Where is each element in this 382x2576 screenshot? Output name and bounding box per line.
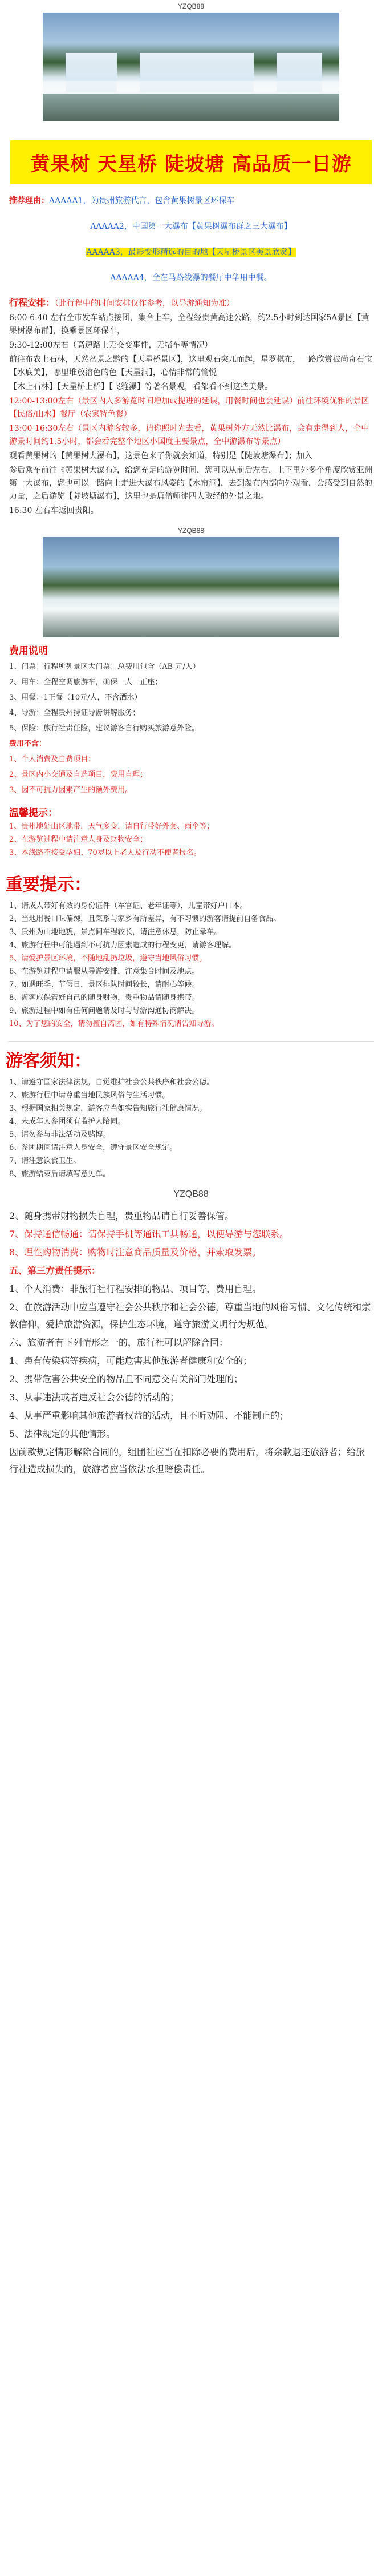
fee-excluded-item: 3、因不可抗力因素产生的额外费用。 bbox=[9, 786, 133, 794]
fee-excluded-item: 1、个人消费及自费项目； bbox=[9, 755, 96, 764]
notice-item: 8、旅游结束后请填写意见单。 bbox=[9, 1170, 111, 1178]
tour-title: 黄果树 天星桥 陡坡塘 高品质一日游 bbox=[10, 140, 372, 184]
fee-included-item: 3、用餐：1正餐（10元/人，不含酒水） bbox=[9, 693, 142, 702]
waterfall-banner-image bbox=[43, 13, 339, 121]
itinerary-line: 16:30 左右车返回贵阳。 bbox=[9, 506, 99, 515]
itinerary-line: 9:30-12:00左右（高速路上无交变事件，无堵车等情况） bbox=[9, 341, 213, 350]
fee-excluded-item: 2、景区内小交通及自选项目，费用自理； bbox=[9, 770, 148, 779]
bottom-item: 1、个人消费：非旅行社行程安排的物品、项目等，费用自理。 bbox=[9, 1283, 262, 1294]
important-item: 1、请成人带好有效的身份证件（军官证、老年证等），儿童带好户口本。 bbox=[9, 902, 247, 910]
divider bbox=[8, 1041, 374, 1042]
feature-label: 推荐理由： bbox=[9, 196, 49, 205]
notice-item: 4、未成年人参团须有监护人陪同。 bbox=[9, 1117, 125, 1126]
bottom-item: 5、法律规定的其他情形。 bbox=[9, 1428, 116, 1439]
bottom-item: 4、从事严重影响其他旅游者权益的活动，且不听劝阻、不能制止的； bbox=[9, 1410, 289, 1421]
watermark-top: YZQB88 bbox=[177, 2, 205, 10]
itinerary-line: 前往布农上石林，天然盆景之黔的【天星桥景区】，这里观石突兀而起，星罗棋布，一路欣赏被尚奇石宝【水底美】，哪里堆放溶色的色【天星洞】，心情非常的愉悦 bbox=[9, 355, 372, 377]
notice-item: 7、请注意饮食卫生。 bbox=[9, 1157, 81, 1165]
bottom-item: 2、随身携带财物损失自理，贵重物品请自行妥善保管。 bbox=[9, 1210, 234, 1221]
itinerary-note: （此行程中的时间安排仅作参考，以导游通知为准） bbox=[55, 299, 235, 308]
important-item: 5、请爱护景区环境，不随地乱扔垃圾，遵守当地风俗习惯。 bbox=[9, 954, 207, 963]
fee-section bbox=[0, 645, 382, 796]
itinerary-heading: 行程安排： bbox=[9, 297, 55, 308]
notice-item: 1、请遵守国家法律法规，自觉维护社会公共秩序和社会公德。 bbox=[9, 1078, 214, 1087]
itinerary-section bbox=[0, 296, 382, 518]
notice-item: 2、旅游行程中请尊重当地民族风俗与生活习惯。 bbox=[9, 1091, 170, 1100]
bottom-item: 六、旅游者有下列情形之一的，旅行社可以解除合同： bbox=[9, 1337, 229, 1348]
bottom-footer: 因前款规定情形解除合同的，组团社应当在扣除必要的费用后，将余款退还旅游者；给旅行社造成损失的，旅游者应当依法承担赔偿责任。 bbox=[9, 1447, 365, 1475]
tips-item: 2、在游览过程中请注意人身及财物安全； bbox=[9, 835, 148, 844]
important-item: 8、游客应保管好自己的随身财物，贵重物品请随身携带。 bbox=[9, 994, 200, 1002]
bottom-item: 五、第三方责任提示： bbox=[9, 1265, 101, 1276]
notice-item: 6、参团期间请注意人身安全，遵守景区安全规定。 bbox=[9, 1144, 177, 1152]
feature-item: AAAAA2，中国第一大瀑布【黄果树瀑布群之三大瀑布】 bbox=[90, 222, 292, 231]
notice-section bbox=[0, 1076, 382, 1180]
important-item: 6、在游览过程中请服从导游安排，注意集合时间及地点。 bbox=[9, 967, 200, 976]
important-item: 4、旅游行程中可能遇到不可抗力因素造成的行程变更，请游客理解。 bbox=[9, 941, 237, 950]
important-item: 10、为了您的安全，请勿擅自离团，如有特殊情况请告知导游。 bbox=[9, 1020, 219, 1028]
bottom-item: 2、携带危害公共安全的物品且不同意交有关部门处理的； bbox=[9, 1374, 243, 1384]
fee-included-item: 5、保险：旅行社责任险，建议游客自行购买旅游意外险。 bbox=[9, 724, 200, 733]
important-item: 2、当地用餐口味偏辣，且菜系与家乡有所差异，有不习惯的游客请提前自备食品。 bbox=[9, 915, 281, 923]
feature-section bbox=[0, 195, 382, 285]
notice-item: 3、根据国家相关规定，游客应当如实告知旅行社健康情况。 bbox=[9, 1104, 207, 1113]
watermark: YZQB88 bbox=[177, 527, 205, 535]
watermark: YZQB88 bbox=[173, 1189, 209, 1199]
important-item: 3、贵州为山地地貌，景点间车程较长，请注意休息，防止晕车。 bbox=[9, 928, 222, 936]
important-item: 7、如遇旺季、节假日，景区排队时间较长，请耐心等候。 bbox=[9, 980, 200, 989]
itinerary-line: 13:00-16:30左右（景区内游客较多，请你照时光去看，黄果树外方无然比瀑布，会有走得到人，全中游景时间约1.5小时，都会看完整个地区小国度主要景点，全中游瀑布等景点） bbox=[9, 424, 369, 446]
fee-included-item: 4、导游：全程贵州持证导游讲解服务； bbox=[9, 709, 140, 717]
bottom-item: 8、理性购物消费：购物时注意商品质量及价格，并索取发票。 bbox=[9, 1247, 262, 1258]
fee-heading: 费用说明 bbox=[9, 645, 48, 657]
bottom-item: 1、患有传染病等疾病，可能危害其他旅游者健康和安全的； bbox=[9, 1355, 253, 1366]
notice-heading: 游客须知： bbox=[6, 1051, 91, 1071]
bottom-section bbox=[0, 1208, 382, 1478]
tips-section bbox=[0, 807, 382, 859]
bottom-item: 2、在旅游活动中应当遵守社会公共秩序和社会公德，尊重当地的风俗习惯、文化传统和宗教信仰，爱护旅游资源，保护生态环境，遵守旅游文明行为规范。 bbox=[9, 1302, 371, 1330]
important-heading: 重要提示： bbox=[6, 875, 91, 895]
important-section bbox=[0, 900, 382, 1030]
bottom-item: 7、保持通信畅通：请保持手机等通讯工具畅通，以便导游与您联系。 bbox=[9, 1229, 289, 1239]
tips-item: 3、本线路不接受孕妇、70岁以上老人及行动不便者报名。 bbox=[9, 849, 201, 857]
tips-heading: 温馨提示： bbox=[9, 807, 58, 819]
waterfall-photo bbox=[43, 537, 339, 637]
itinerary-line: 观看黄果树的【黄果树大瀑布】，这景色来了你就会知道，特别是【陡坡塘瀑布】；加入 bbox=[9, 451, 312, 461]
fee-included-item: 1、门票：行程所列景区大门票：总费用包含（AB 元/人） bbox=[9, 663, 200, 671]
important-item: 9、旅游过程中如有任何问题请及时与导游沟通协商解决。 bbox=[9, 1007, 200, 1015]
itinerary-line: 6:00-6:40 左右全市发车站点接团，集合上车，全程经贵黄高速公路，约2.5小时到达国家5A景区【黄果树瀑布群】，换乘景区环保车， bbox=[9, 313, 369, 336]
itinerary-line: 【木上石林】【天星桥上桥】【飞缝瀑】等著名景观，看都看不到这些美景。 bbox=[9, 382, 273, 391]
bottom-item: 3、从事违法或者违反社会公德的活动的； bbox=[9, 1392, 180, 1403]
itinerary-line: 12:00-13:00左右（景区内人多游览时间增加或提进的延误，用餐时间也会延误）前往环境优雅的景区【民俗/山水】餐厅（农家特色餐） bbox=[9, 397, 369, 419]
feature-item: AAAAA4，全在马路线瀑的餐厅中华用中餐。 bbox=[110, 273, 272, 282]
notice-item: 5、请勿参与非法活动及赌博。 bbox=[9, 1130, 111, 1139]
feature-item: AAAAA3，最影变形精选的目的地【天星桥景区美景欣赏】 bbox=[86, 248, 296, 257]
tips-item: 1、贵州地处山区地带，天气多变，请自行带好外套、雨伞等； bbox=[9, 822, 214, 831]
fee-included-item: 2、用车：全程空调旅游车，确保一人一正座； bbox=[9, 678, 162, 687]
feature-item: AAAAA1，为贵州旅游代言，包含黄果树景区环保车 bbox=[49, 196, 235, 205]
itinerary-line: 参后乘车前往《黄果树大瀑布》，给您充足的游览时间，您可以从前后左右，上下里外多个角度欣赏亚洲第一大瀑布，您也可以一路向上走进大瀑布风姿的【水帘洞】，去到瀑布内部向外观看，会感受到自然的力量，之后游览【陡坡塘瀑布】，这里也是唐僧师徒四人取经的外景之地。 bbox=[9, 466, 372, 501]
fee-excluded-heading: 费用不含： bbox=[9, 740, 47, 748]
